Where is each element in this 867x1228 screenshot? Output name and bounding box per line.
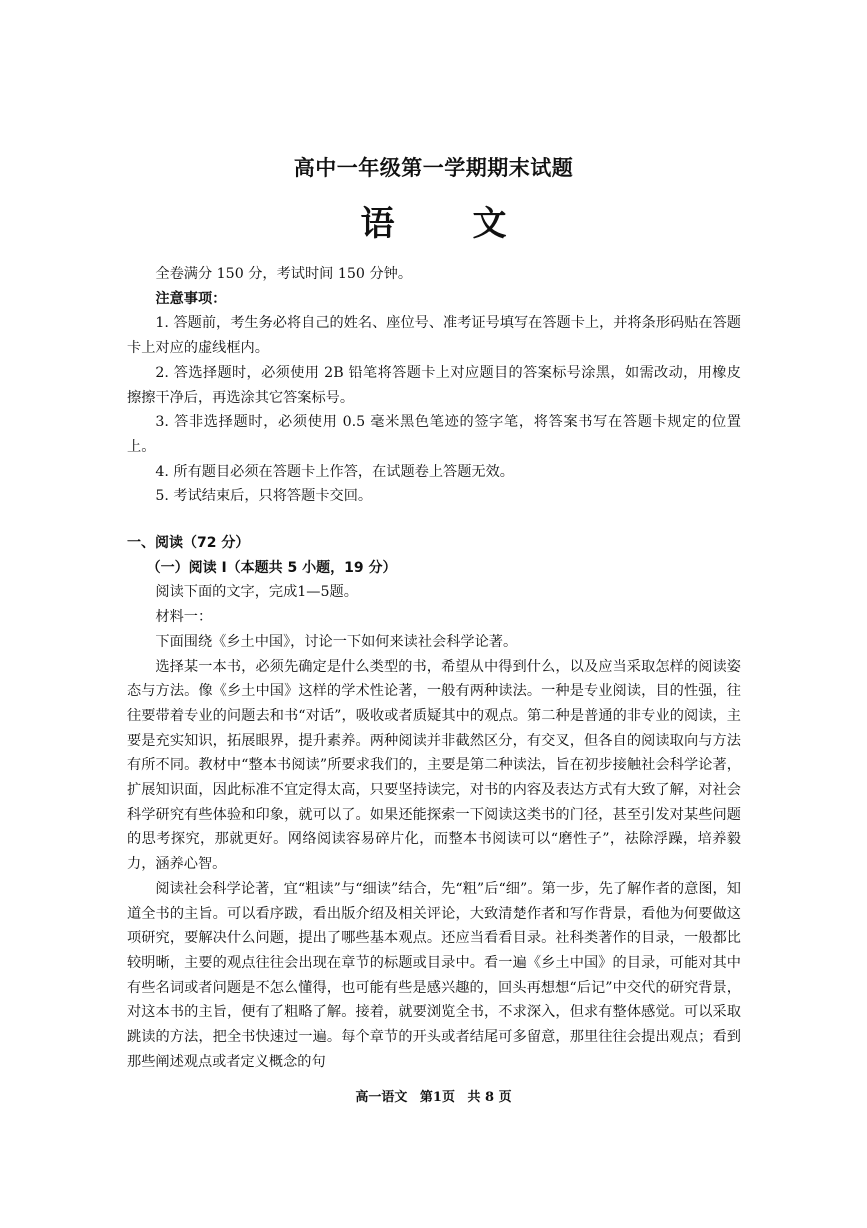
footer-total-pages: 共 8 页: [467, 1090, 512, 1105]
exam-body: [127, 262, 741, 1075]
reading-directions: 阅读下面的文字，完成1—5题。: [155, 584, 358, 601]
notice-item: 1. 答题前，考生务必将自己的姓名、座位号、准考证号填写在答题卡上，并将条形码贴在答题卡上对应的虚线框内。: [127, 315, 741, 357]
exam-title: 高中一年级第一学期期末试题: [293, 155, 574, 180]
material-label: 材料一：: [155, 609, 213, 626]
page-footer: [0, 1086, 867, 1105]
notice-item: 4. 所有题目必须在答题卡上作答，在试题卷上答题无效。: [155, 463, 514, 480]
notice-item: 2. 答选择题时，必须使用 2B 铅笔将答题卡上对应题目的答案标号涂黑，如需改动，用橡皮擦擦干净后，再选涂其它答案标号。: [127, 364, 741, 406]
passage-paragraph: 选择某一本书，必须先确定是什么类型的书，希望从中得到什么，以及应当采取怎样的阅读姿态与方法。像《乡土中国》这样的学术性论著，一般有两种读法。一种是专业阅读，目的性强，往往要带着专业的问题去和书“对话”，吸收或者质疑其中的观点。第二种是普通的非专业的阅读，主要是充实知识，拓展眼界，提升素养。两种阅读并非截然区分，有交叉，但各自的阅读取向与方法有所不同。教材中“整本书阅读”所要求我们的，主要是第二种读法，旨在初步接触社会科学论著，扩展知识面，因此标准不宜定得太高，只要坚持读完，对书的内容及表达方式有大致了解，对社会科学研究有些体验和印象，就可以了。如果还能探索一下阅读这类书的门径，甚至引发对某些问题的思考探究，那就更好。网络阅读容易碎片化，而整本书阅读可以“磨性子”，祛除浮躁，培养毅力，涵养心智。: [127, 658, 741, 873]
notice-title: 注意事项：: [155, 290, 227, 307]
passage-paragraph: 下面围绕《乡土中国》，讨论一下如何来读社会科学论著。: [155, 633, 518, 650]
subsection-title: （一）阅读 I（本题共 5 小题，19 分）: [146, 559, 397, 576]
notice-item: 5. 考试结束后，只将答题卡交回。: [155, 488, 373, 505]
subject-title: 语文: [360, 204, 585, 244]
spacer: [127, 509, 741, 531]
footer-course: 高一语文: [355, 1090, 408, 1105]
footer-page-number: 第1页: [419, 1090, 455, 1105]
passage-paragraph: 阅读社会科学论著，宜“粗读”与“细读”结合，先“粗”后“细”。第一步，先了解作者的意图，知道全书的主旨。可以看序跋，看出版介绍及相关评论，大致清楚作者和写作背景，看他为何要做这项研究，要解决什么问题，提出了哪些基本观点。还应当看看目录。社科类著作的目录，一般都比较明晰，主要的观点往往会出现在章节的标题或目录中。看一遍《乡土中国》的目录，可能对其中有些名词或者问题是不怎么懂得，也可能有些是感兴趣的，回头再想想“后记”中交代的研究背景，对这本书的主旨，便有了粗略了解。接着，就要浏览全书，不求深入，但求有整体感觉。可以采取跳读的方法，把全书快速过一遍。每个章节的开头或者结尾可多留意，那里往往会提出观点；看到那些阐述观点或者定义概念的句: [127, 880, 741, 1070]
section-title: 一、阅读（72 分）: [127, 535, 250, 552]
total-score-line: 全卷满分 150 分，考试时间 150 分钟。: [155, 266, 413, 282]
notice-item: 3. 答非选择题时，必须使用 0.5 毫米黑色笔迹的签字笔，将答案书写在答题卡规定的位置上。: [127, 414, 741, 455]
